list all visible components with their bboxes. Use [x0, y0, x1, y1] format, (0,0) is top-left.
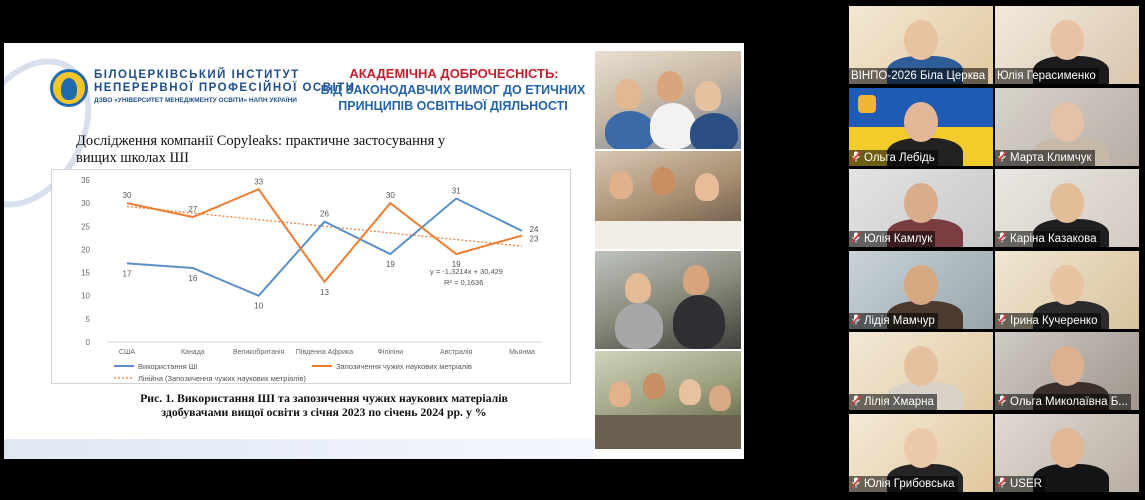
mic-muted-icon [997, 151, 1007, 165]
participant-tile[interactable] [849, 414, 993, 492]
participant-name-label [995, 231, 1100, 247]
photo-students-1 [595, 51, 741, 149]
data-label: 17 [122, 269, 132, 279]
thumbs-up-icon [858, 95, 876, 113]
x-tick-label: Великобританія [232, 349, 285, 356]
subtitle-line2: вищих школах ШІ [76, 150, 189, 166]
mic-muted-icon [851, 151, 861, 165]
slide-title-line2: ВІД ЗАКОНОДАВЧИХ ВИМОГ ДО ЕТИЧНИХ [320, 83, 586, 97]
participant-tile[interactable] [849, 169, 993, 247]
y-tick-label: 35 [81, 176, 90, 185]
x-tick-label: Мьянма [509, 349, 535, 356]
participant-name: ВІНПО-2026 Біла Церква [851, 70, 986, 82]
institute-subtitle: ДЗВО «УНІВЕРСИТЕТ МЕНЕДЖМЕНТУ ОСВІТИ» НАПН УКРАЇНИ [94, 97, 297, 104]
participant-face [904, 428, 938, 468]
participant-name: USER [1010, 477, 1042, 490]
data-label: 30 [385, 191, 395, 201]
participant-face [904, 346, 938, 386]
participant-name-label [995, 150, 1095, 166]
participant-name: Марта Климчук [1010, 151, 1092, 164]
participant-tile[interactable] [995, 251, 1139, 329]
participant-name-label [849, 231, 935, 247]
data-label: 26 [320, 209, 329, 219]
data-label: 19 [451, 260, 461, 270]
y-tick-label: 20 [81, 245, 90, 255]
participant-name-label [995, 313, 1101, 329]
participant-face [1050, 20, 1084, 60]
mic-muted-icon [851, 232, 861, 246]
participant-name-label [849, 476, 958, 492]
y-tick-label: 25 [81, 222, 90, 232]
participant-face [1050, 265, 1084, 305]
participant-name: Юлія Камлук [864, 233, 933, 245]
mic-muted-icon [997, 477, 1007, 491]
trend-r-squared: R² = 0,1636 [444, 278, 484, 287]
subtitle-line1: Дослідження компанії Copyleaks: практичне застосування у [76, 133, 446, 149]
y-tick-label: 30 [81, 199, 90, 209]
participant-name: Ірина Кучеренко [1010, 314, 1098, 327]
participant-name: Лілія Хмарна [864, 396, 934, 408]
slide-bottom-band [4, 439, 594, 459]
participant-name-label [849, 394, 937, 410]
line-chart [52, 170, 572, 385]
x-tick-label: Південна Африка [295, 349, 354, 356]
participant-name-label [995, 476, 1045, 492]
mic-muted-icon [851, 395, 861, 409]
participant-tile[interactable] [995, 414, 1139, 492]
participant-tile[interactable] [995, 169, 1139, 247]
participant-face [904, 183, 938, 223]
participant-tile[interactable] [995, 88, 1139, 166]
data-label: 10 [254, 301, 264, 311]
caption-line2: здобувачами вищої освіти з січня 2023 по січень 2024 рр. у % [161, 405, 487, 419]
figure-caption [94, 391, 554, 419]
participant-name-label [849, 313, 938, 329]
data-label: 27 [188, 205, 198, 215]
photo-students-2 [595, 151, 741, 249]
x-tick-label: Австралія [440, 349, 473, 356]
x-tick-label: США [118, 349, 136, 356]
participant-tile[interactable] [849, 332, 993, 410]
data-label: 16 [188, 273, 198, 283]
participant-face [1050, 183, 1084, 223]
data-label: 24 [529, 224, 539, 234]
participant-name: Ольга Миколаївна Б... [1010, 396, 1128, 408]
caption-line1: Рис. 1. Використання ШІ та запозичення чужих наукових матеріалів [140, 391, 508, 405]
shared-screen-slide [4, 43, 744, 459]
participant-face [904, 102, 938, 142]
participant-name: Ольга Лебідь [864, 151, 935, 164]
y-tick-label: 5 [85, 314, 90, 324]
legend-label-2: Запозичення чужих наукових метріалів [336, 362, 472, 371]
mic-muted-icon [851, 477, 861, 491]
participant-face [904, 265, 938, 305]
data-label: 30 [122, 191, 132, 201]
participant-face [1050, 102, 1084, 142]
participant-name-label [995, 394, 1131, 410]
mic-muted-icon [997, 232, 1007, 246]
x-tick-label: Філіпіни [377, 349, 404, 356]
participant-name: Лідія Мамчур [864, 314, 935, 327]
photo-students-3 [595, 251, 741, 349]
participant-face [1050, 428, 1084, 468]
participant-tile[interactable] [849, 251, 993, 329]
trend-equation: y = -1,3214x + 30,429 [430, 267, 503, 276]
institute-name-line1: БІЛОЦЕРКІВСЬКИЙ ІНСТИТУТ [94, 69, 300, 81]
institute-name-line2: НЕПЕРЕРВНОЇ ПРОФЕСІЙНОЇ ОСВІТИ [94, 82, 356, 94]
chart-container [51, 169, 571, 384]
slide-title: АКАДЕМІЧНА ДОБРОЧЕСНІСТЬ: [349, 66, 559, 81]
x-tick-label: Канада [180, 349, 205, 356]
slide-subtitle [76, 133, 456, 167]
legend-label-1: Використання ШІ [138, 362, 198, 371]
participant-face [904, 20, 938, 60]
mic-muted-icon [997, 314, 1007, 328]
legend-label-trend: Лінійна (Запозичення чужих наукових метріалів) [138, 374, 306, 383]
participant-face [1050, 346, 1084, 386]
participant-tile[interactable] [995, 6, 1139, 84]
data-label: 19 [385, 260, 395, 270]
mic-muted-icon [997, 395, 1007, 409]
slide-title-sub [286, 82, 620, 114]
participant-name-label [995, 68, 1099, 84]
participant-name: Каріна Казакова [1010, 233, 1097, 245]
institute-logo-icon [50, 69, 88, 107]
data-label: 31 [451, 186, 461, 196]
mic-muted-icon [851, 314, 861, 328]
data-label: 23 [529, 234, 539, 244]
photo-students-4 [595, 351, 741, 449]
data-label: 33 [254, 177, 264, 187]
slide-title-line3: ПРИНЦИПІВ ОСВІТНЬОЇ ДІЯЛЬНОСТІ [338, 99, 568, 113]
participant-name: Юлія Грибовська [864, 477, 955, 490]
y-tick-label: 10 [81, 291, 90, 301]
data-label: 13 [320, 287, 329, 297]
y-tick-label: 0 [85, 338, 90, 347]
y-tick-label: 15 [81, 268, 90, 278]
participant-name-label [849, 68, 988, 84]
participant-tile[interactable] [995, 332, 1139, 410]
participant-tile[interactable] [849, 6, 993, 84]
participant-name: Юлія Герасименко [997, 70, 1096, 82]
participant-name-label [849, 150, 938, 166]
